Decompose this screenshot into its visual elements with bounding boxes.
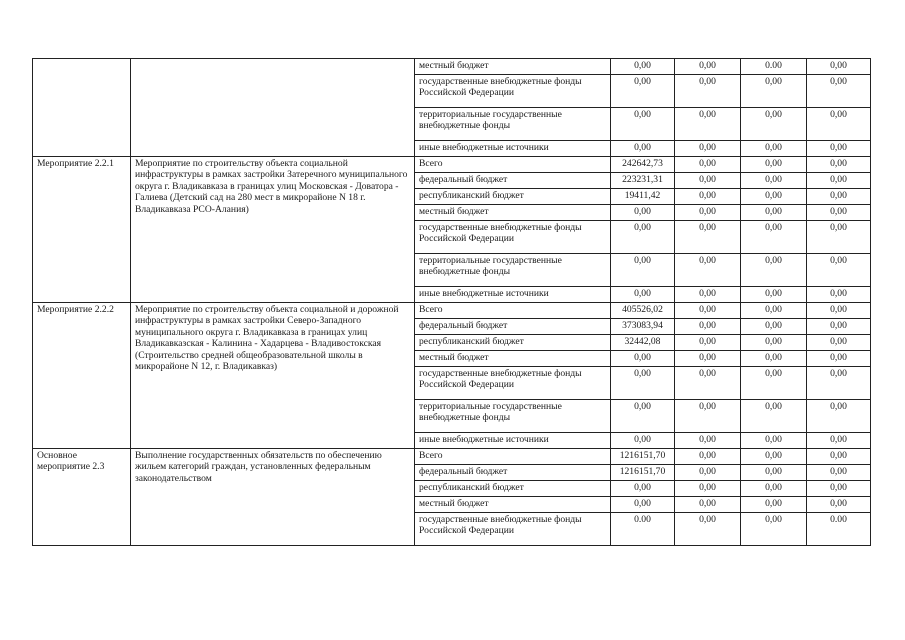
funding-source-cell: Всего	[415, 449, 611, 465]
amount-cell: 0,00	[611, 433, 675, 449]
table-row	[33, 157, 871, 173]
amount-cell: 0,00	[807, 157, 871, 173]
amount-cell: 0,00	[675, 254, 741, 287]
amount-cell: 373083,94	[611, 319, 675, 335]
amount-cell: 0,00	[807, 173, 871, 189]
amount-cell: 0,00	[741, 75, 807, 108]
amount-cell: 32442,08	[611, 335, 675, 351]
funding-source-cell: иные внебюджетные источники	[415, 141, 611, 157]
amount-cell: 242642,73	[611, 157, 675, 173]
amount-cell: 0,00	[675, 108, 741, 141]
amount-cell: 0,00	[741, 481, 807, 497]
amount-cell: 0,00	[807, 335, 871, 351]
amount-cell: 0,00	[741, 189, 807, 205]
amount-cell: 0,00	[741, 221, 807, 254]
amount-cell: 0,00	[741, 108, 807, 141]
activity-description-cell: Мероприятие по строительству объекта социальной инфраструктуры в рамках застройки Затеречного муниципального округа г. Владикавказа в границах улиц Московская - Доватора - Галиева (Детский сад на 280 мест в микрорайоне N 18 г. Владикавказа РСО-Алания)	[131, 157, 415, 303]
funding-source-cell: федеральный бюджет	[415, 319, 611, 335]
amount-cell: 0,00	[807, 351, 871, 367]
amount-cell: 0,00	[675, 221, 741, 254]
amount-cell: 0.00	[741, 59, 807, 75]
funding-source-cell: федеральный бюджет	[415, 173, 611, 189]
amount-cell: 0,00	[741, 319, 807, 335]
amount-cell: 0,00	[807, 303, 871, 319]
funding-source-cell: местный бюджет	[415, 497, 611, 513]
amount-cell: 0,00	[807, 400, 871, 433]
amount-cell: 0,00	[611, 481, 675, 497]
amount-cell: 0,00	[807, 497, 871, 513]
amount-cell: 1216151,70	[611, 449, 675, 465]
activity-code-cell	[33, 59, 131, 157]
amount-cell: 0,00	[611, 75, 675, 108]
amount-cell: 0,00	[741, 287, 807, 303]
amount-cell: 0,00	[741, 497, 807, 513]
amount-cell: 0,00	[807, 75, 871, 108]
funding-source-cell: республиканский бюджет	[415, 335, 611, 351]
activity-description-cell: Выполнение государственных обязательств по обеспечению жильем категорий граждан, установленных федеральным законодательством	[131, 449, 415, 546]
amount-cell: 0,00	[675, 303, 741, 319]
funding-source-cell: иные внебюджетные источники	[415, 433, 611, 449]
amount-cell: 0,00	[807, 221, 871, 254]
amount-cell: 0,00	[807, 287, 871, 303]
amount-cell: 0,00	[611, 221, 675, 254]
amount-cell: 0,00	[807, 449, 871, 465]
funding-source-cell: иные внебюджетные источники	[415, 287, 611, 303]
amount-cell: 0,00	[807, 367, 871, 400]
amount-cell: 0.00	[611, 513, 675, 546]
amount-cell: 0,00	[675, 205, 741, 221]
activity-description-cell	[131, 59, 415, 157]
amount-cell: 0,00	[611, 59, 675, 75]
amount-cell: 0,00	[675, 497, 741, 513]
amount-cell: 0,00	[611, 367, 675, 400]
amount-cell: 0,00	[675, 141, 741, 157]
amount-cell: 0,00	[611, 205, 675, 221]
funding-source-cell: государственные внебюджетные фонды Российской Федерации	[415, 221, 611, 254]
amount-cell: 0,00	[675, 513, 741, 546]
activity-code-cell: Мероприятие 2.2.2	[33, 303, 131, 449]
amount-cell: 0,00	[675, 449, 741, 465]
amount-cell: 0,00	[675, 173, 741, 189]
amount-cell: 0,00	[807, 481, 871, 497]
funding-source-cell: территориальные государственные внебюджетные фонды	[415, 254, 611, 287]
amount-cell: 0,00	[675, 319, 741, 335]
amount-cell: 0,00	[807, 205, 871, 221]
funding-source-cell: Всего	[415, 303, 611, 319]
amount-cell: 0,00	[675, 465, 741, 481]
funding-source-cell: территориальные государственные внебюджетные фонды	[415, 400, 611, 433]
amount-cell: 0,00	[741, 465, 807, 481]
funding-source-cell: государственные внебюджетные фонды Российской Федерации	[415, 367, 611, 400]
amount-cell: 0,00	[611, 108, 675, 141]
funding-source-cell: местный бюджет	[415, 205, 611, 221]
amount-cell: 0,00	[675, 351, 741, 367]
amount-cell: 0,00	[741, 157, 807, 173]
amount-cell: 0,00	[807, 141, 871, 157]
amount-cell: 0,00	[741, 303, 807, 319]
amount-cell: 0,00	[807, 59, 871, 75]
amount-cell: 0,00	[741, 254, 807, 287]
amount-cell: 0,00	[741, 400, 807, 433]
amount-cell: 0,00	[675, 287, 741, 303]
amount-cell: 0,00	[611, 254, 675, 287]
amount-cell: 0,00	[741, 513, 807, 546]
amount-cell: 0,00	[741, 205, 807, 221]
amount-cell: 0,00	[807, 108, 871, 141]
amount-cell: 0,00	[675, 481, 741, 497]
amount-cell: 0.00	[807, 513, 871, 546]
amount-cell: 0,00	[675, 59, 741, 75]
activity-code-cell: Мероприятие 2.2.1	[33, 157, 131, 303]
funding-source-cell: государственные внебюджетные фонды Российской Федерации	[415, 75, 611, 108]
amount-cell: 0,00	[807, 189, 871, 205]
amount-cell: 0,00	[611, 287, 675, 303]
amount-cell: 0,00	[675, 335, 741, 351]
amount-cell: 0,00	[741, 335, 807, 351]
amount-cell: 0,00	[675, 400, 741, 433]
amount-cell: 0,00	[807, 433, 871, 449]
amount-cell: 0,00	[675, 75, 741, 108]
table-row	[33, 303, 871, 319]
amount-cell: 0,00	[611, 400, 675, 433]
table-row	[33, 449, 871, 465]
funding-source-cell: Всего	[415, 157, 611, 173]
amount-cell: 19411,42	[611, 189, 675, 205]
amount-cell: 0,00	[741, 173, 807, 189]
funding-source-cell: федеральный бюджет	[415, 465, 611, 481]
funding-source-cell: территориальные государственные внебюджетные фонды	[415, 108, 611, 141]
amount-cell: 0,00	[807, 319, 871, 335]
funding-source-cell: местный бюджет	[415, 59, 611, 75]
funding-source-cell: республиканский бюджет	[415, 481, 611, 497]
amount-cell: 0,00	[741, 367, 807, 400]
amount-cell: 405526,02	[611, 303, 675, 319]
amount-cell: 0,00	[611, 497, 675, 513]
amount-cell: 0,00	[611, 351, 675, 367]
amount-cell: 0,00	[741, 433, 807, 449]
funding-source-cell: государственные внебюджетные фонды Российской Федерации	[415, 513, 611, 546]
activity-code-cell: Основное мероприятие 2.3	[33, 449, 131, 546]
funding-source-cell: местный бюджет	[415, 351, 611, 367]
budget-table	[32, 58, 871, 546]
amount-cell: 0,00	[741, 141, 807, 157]
amount-cell: 0,00	[741, 351, 807, 367]
amount-cell: 0,00	[741, 449, 807, 465]
funding-source-cell: республиканский бюджет	[415, 189, 611, 205]
activity-description-cell: Мероприятие по строительству объекта социальной и дорожной инфраструктуры в рамках застройки Северо-Западного муниципального округа г. Владикавказа в границах улиц Владикавказская - Калинина - Хадарцева - Владивостокская (Строительство средней общеобразовательной школы в микрорайоне N 12, г. Владикавказ)	[131, 303, 415, 449]
amount-cell: 0,00	[807, 254, 871, 287]
amount-cell: 0,00	[611, 141, 675, 157]
amount-cell: 0,00	[675, 367, 741, 400]
amount-cell: 0,00	[675, 189, 741, 205]
budget-table-body	[33, 59, 871, 546]
amount-cell: 0,00	[807, 465, 871, 481]
amount-cell: 1216151,70	[611, 465, 675, 481]
amount-cell: 0,00	[675, 433, 741, 449]
table-row	[33, 59, 871, 75]
amount-cell: 0,00	[675, 157, 741, 173]
amount-cell: 223231,31	[611, 173, 675, 189]
